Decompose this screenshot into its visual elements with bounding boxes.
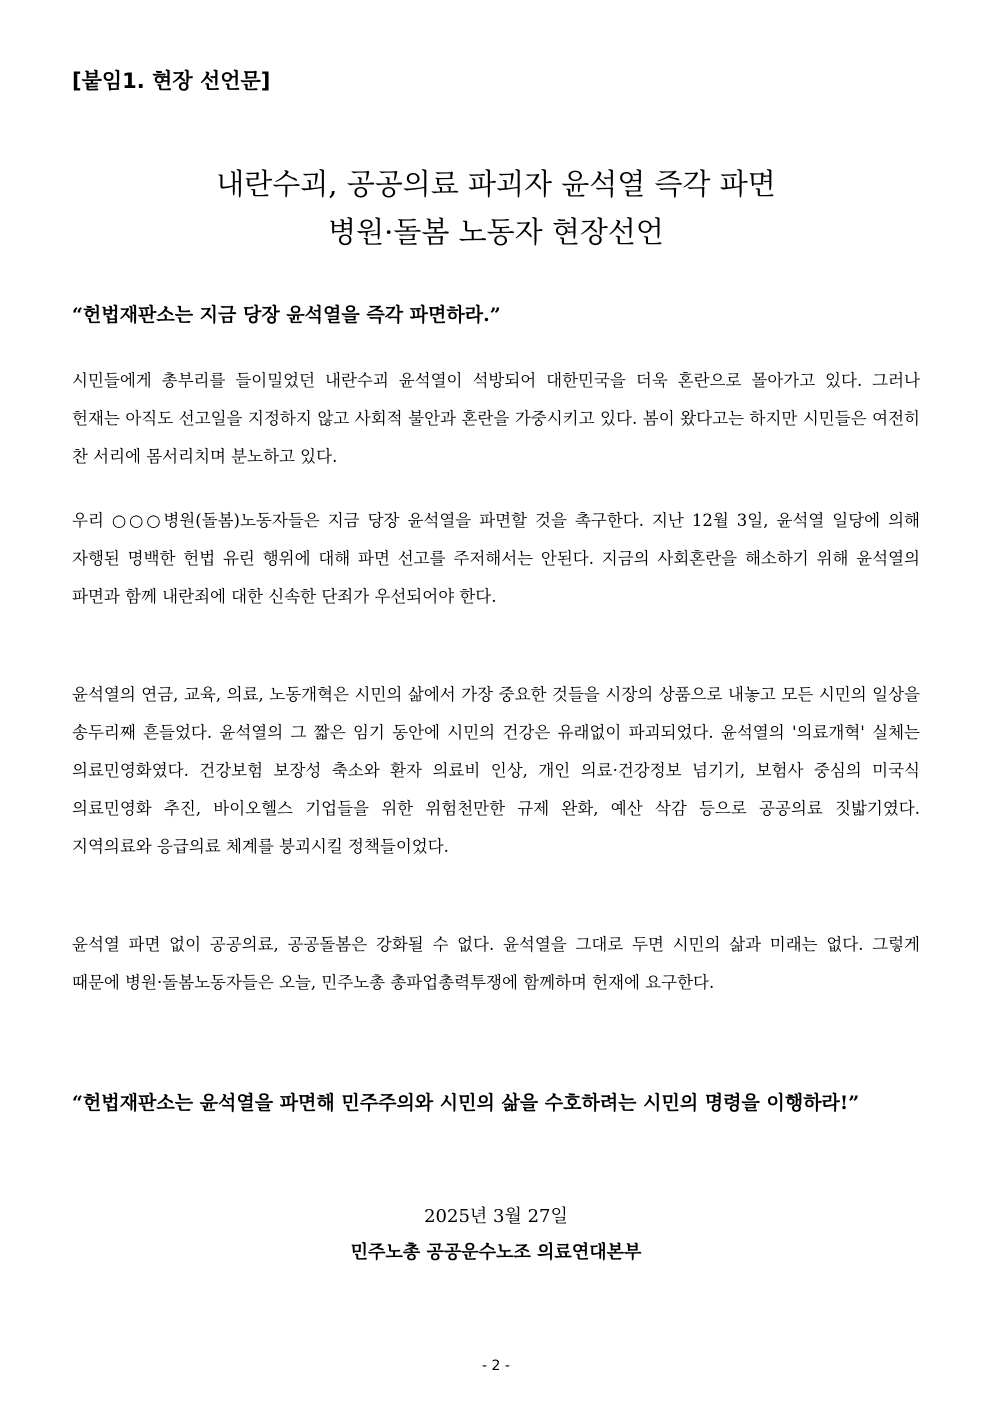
paragraph-2: 우리 ○○○병원(돌봄)노동자들은 지금 당장 윤석열을 파면할 것을 촉구한다. 지난 12월 3일, 윤석열 일당에 의해 자행된 명백한 헌법 유린 행위에 대해 파면 선고를 주저해서는 안된다. 지금의 사회혼란을 해소하기 위해 윤석열의 파면과 함께 내란죄에 대한 신속한 단죄가 우선되어야 한다. <box>72 511 920 606</box>
page-number: - 2 - <box>482 1358 510 1374</box>
issuing-organization: 민주노총 공공운수노조 의료연대본부 <box>350 1242 642 1263</box>
paragraph-3: 윤석열의 연금, 교육, 의료, 노동개혁은 시민의 삶에서 가장 중요한 것들을 시장의 상품으로 내놓고 모든 시민의 일상을 송두리째 흔들었다. 윤석열의 그 짧은 임기 동안에 시민의 건강은 유래없이 파괴되었다. 윤석열의 '의료개혁' 실체는 의료민영화였다. 건강보험 보장성 축소와 환자 의료비 인상, 개인 의료·건강정보 넘기기, 보험사 중심의 미국식 의료민영화 추진, 바이오헬스 기업들을 위한 위험천만한 규제 완화, 예산 삭감 등으로 공공의료 짓밟기였다. 지역의료와 응급의료 체계를 붕괴시킬 정책들이었다. <box>72 685 920 856</box>
document-title-line-2: 병원·돌봄 노동자 현장선언 <box>328 215 664 249</box>
paragraph-1: 시민들에게 총부리를 들이밀었던 내란수괴 윤석열이 석방되어 대한민국을 더욱 혼란으로 몰아가고 있다. 그러나 헌재는 아직도 선고일을 지정하지 않고 사회적 불안과 혼란을 가중시키고 있다. 봄이 왔다고는 하지만 시민들은 여전히 찬 서리에 몸서리치며 분노하고 있다. <box>72 371 920 466</box>
opening-quote: “헌법재판소는 지금 당장 윤석열을 즉각 파면하라.” <box>72 304 501 326</box>
paragraph-4: 윤석열 파면 없이 공공의료, 공공돌봄은 강화될 수 없다. 윤석열을 그대로 두면 시민의 삶과 미래는 없다. 그렇게 때문에 병원·돌봄노동자들은 오늘, 민주노총 총파업총력투쟁에 함께하며 헌재에 요구한다. <box>72 935 920 992</box>
attachment-label: [붙임1. 현장 선언문] <box>72 69 271 93</box>
closing-quote: “헌법재판소는 윤석열을 파면해 민주주의와 시민의 삶을 수호하려는 시민의 명령을 이행하라!” <box>72 1092 860 1114</box>
document-date: 2025년 3월 27일 <box>424 1206 568 1227</box>
document-title-line-1: 내란수괴, 공공의료 파괴자 윤석열 즉각 파면 <box>216 167 776 201</box>
